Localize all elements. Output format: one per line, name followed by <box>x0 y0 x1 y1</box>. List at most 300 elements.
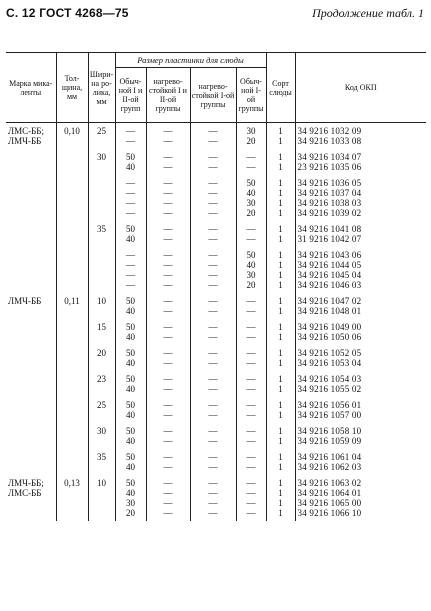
common-1-2-cell <box>115 175 146 221</box>
heat-1-2-cell-line: — <box>163 270 173 280</box>
okp-code-cell <box>295 319 426 345</box>
brand-cell-line <box>8 400 54 410</box>
heat-1-cell-line: — <box>208 280 218 290</box>
common-1-2-cell-line: — <box>126 280 135 290</box>
heat-1-cell-line: — <box>208 426 218 436</box>
grade-cell-line: 1 <box>278 358 283 368</box>
table-row <box>6 149 426 175</box>
roll-width-cell <box>88 371 115 397</box>
heat-1-cell-line: — <box>208 136 218 146</box>
thickness-cell-line <box>59 348 86 358</box>
brand-cell-line <box>8 426 54 436</box>
grade-cell-line: 1 <box>278 126 283 136</box>
table-row <box>6 123 426 150</box>
common-1-2-cell-line: 50 <box>126 152 135 162</box>
heat-1-cell-line: — <box>208 348 218 358</box>
common-1-cell-line: — <box>246 162 256 172</box>
roll-width-cell-line: 35 <box>97 224 106 234</box>
common-1-cell-line: 40 <box>246 188 256 198</box>
okp-code-cell-line: 34 9216 1038 03 <box>297 198 362 208</box>
roll-width-cell <box>88 319 115 345</box>
heat-1-cell-line: — <box>208 270 218 280</box>
okp-code-cell <box>295 449 426 475</box>
heat-1-cell-line: — <box>208 208 218 218</box>
heat-1-2-cell <box>146 221 190 247</box>
common-1-cell-line: — <box>246 306 256 316</box>
common-1-cell-line: — <box>246 296 256 306</box>
heat-1-2-cell <box>146 345 190 371</box>
heat-1-cell-line: — <box>208 296 218 306</box>
roll-width-cell <box>88 293 115 319</box>
common-1-2-cell <box>115 449 146 475</box>
thickness-cell <box>56 423 88 449</box>
table-row <box>6 247 426 293</box>
heat-1-2-cell-line: — <box>163 224 173 234</box>
heat-1-2-cell <box>146 423 190 449</box>
common-1-2-cell <box>115 247 146 293</box>
brand-cell <box>6 319 56 345</box>
okp-code-cell-line: 34 9216 1052 05 <box>297 348 362 358</box>
grade-cell <box>266 345 295 371</box>
roll-width-cell-line: 20 <box>97 348 106 358</box>
grade-cell-line: 1 <box>278 260 283 270</box>
heat-1-2-cell-line: — <box>163 306 173 316</box>
common-1-cell <box>236 293 266 319</box>
common-1-cell <box>236 397 266 423</box>
okp-code-cell-line: 34 9216 1048 01 <box>297 306 362 316</box>
roll-width-cell-line: 25 <box>97 400 106 410</box>
grade-cell-line: 1 <box>278 306 283 316</box>
heat-1-cell-line: — <box>208 126 218 136</box>
grade-cell-line: 1 <box>278 270 283 280</box>
brand-cell <box>6 247 56 293</box>
grade-cell-line: 1 <box>278 162 283 172</box>
thickness-cell-line <box>59 322 86 332</box>
common-1-cell-line: 20 <box>246 208 256 218</box>
heat-1-2-cell-line: — <box>163 332 173 342</box>
okp-code-cell-line: 34 9216 1055 02 <box>297 384 362 394</box>
grade-cell <box>266 475 295 521</box>
common-1-cell-line: 20 <box>246 136 256 146</box>
heat-1-2-cell-line: — <box>163 478 173 488</box>
grade-cell-line: 1 <box>278 348 283 358</box>
common-1-2-cell <box>115 123 146 150</box>
thickness-cell-line <box>59 224 86 234</box>
heat-1-cell <box>190 123 236 150</box>
page-number-and-standard: С. 12 ГОСТ 4268—75 <box>6 6 129 20</box>
page-header <box>6 6 426 24</box>
common-1-cell-line: — <box>246 436 256 446</box>
okp-code-cell-line: 34 9216 1043 06 <box>297 250 362 260</box>
common-1-cell-line: 30 <box>246 126 256 136</box>
okp-code-cell-line: 23 9216 1035 06 <box>297 162 362 172</box>
heat-1-2-cell-line: — <box>163 152 173 162</box>
thickness-cell <box>56 175 88 221</box>
common-1-2-cell-line: 40 <box>126 234 135 244</box>
brand-cell-line: ЛМЧ-ББ <box>8 296 42 306</box>
thickness-cell-line: 0,10 <box>64 126 80 136</box>
brand-cell <box>6 293 56 319</box>
okp-code-cell-line: 34 9216 1062 03 <box>297 462 362 472</box>
table-row <box>6 371 426 397</box>
column-header-common-1-2: Обыч-ной I и II-ой групп <box>115 68 146 123</box>
thickness-cell-line <box>59 152 86 162</box>
common-1-cell-line: 40 <box>246 260 256 270</box>
grade-cell-line: 1 <box>278 280 283 290</box>
heat-1-cell-line: — <box>208 452 218 462</box>
heat-1-cell <box>190 221 236 247</box>
roll-width-cell-line: 10 <box>97 478 106 488</box>
heat-1-cell-line: — <box>208 260 218 270</box>
heat-1-2-cell <box>146 175 190 221</box>
heat-1-2-cell-line: — <box>163 508 173 518</box>
common-1-cell-line: — <box>246 498 256 508</box>
heat-1-cell-line: — <box>208 400 218 410</box>
common-1-cell <box>236 149 266 175</box>
okp-code-cell-line: 34 9216 1037 04 <box>297 188 362 198</box>
heat-1-2-cell-line: — <box>163 250 173 260</box>
grade-cell-line: 1 <box>278 322 283 332</box>
thickness-cell-line <box>59 374 86 384</box>
heat-1-2-cell <box>146 397 190 423</box>
grade-cell-line: 1 <box>278 374 283 384</box>
heat-1-2-cell <box>146 149 190 175</box>
column-header-roll-width: Шири-на ро-лика, мм <box>88 53 115 123</box>
heat-1-cell-line: — <box>208 358 218 368</box>
spec-table <box>6 52 426 521</box>
thickness-cell-line: 0,11 <box>64 296 80 306</box>
common-1-2-cell <box>115 397 146 423</box>
thickness-cell <box>56 345 88 371</box>
common-1-2-cell-line: 50 <box>126 478 135 488</box>
heat-1-cell-line: — <box>208 384 218 394</box>
brand-cell <box>6 371 56 397</box>
heat-1-2-cell-line: — <box>163 260 173 270</box>
heat-1-2-cell-line: — <box>163 322 173 332</box>
brand-cell <box>6 221 56 247</box>
heat-1-cell-line: — <box>208 234 218 244</box>
heat-1-2-cell-line: — <box>163 280 173 290</box>
brand-cell-line <box>8 178 54 188</box>
brand-cell-line: ЛМС-ББ <box>8 488 42 498</box>
brand-cell <box>6 397 56 423</box>
heat-1-2-cell-line: — <box>163 384 173 394</box>
grade-cell <box>266 247 295 293</box>
common-1-cell <box>236 123 266 150</box>
heat-1-cell-line: — <box>208 198 218 208</box>
common-1-2-cell-line: — <box>126 198 135 208</box>
okp-code-cell-line: 34 9216 1045 04 <box>297 270 362 280</box>
okp-code-cell-line: 34 9216 1033 08 <box>297 136 362 146</box>
okp-code-cell-line: 31 9216 1042 07 <box>297 234 362 244</box>
column-header-common-1: Обыч-ной I-ой группы <box>236 68 266 123</box>
heat-1-2-cell-line: — <box>163 400 173 410</box>
grade-cell <box>266 449 295 475</box>
heat-1-cell <box>190 345 236 371</box>
okp-code-cell <box>295 221 426 247</box>
thickness-cell <box>56 371 88 397</box>
common-1-cell <box>236 247 266 293</box>
grade-cell-line: 1 <box>278 462 283 472</box>
okp-code-cell <box>295 397 426 423</box>
table-row <box>6 293 426 319</box>
okp-code-cell-line: 34 9216 1061 04 <box>297 452 362 462</box>
grade-cell <box>266 221 295 247</box>
common-1-2-cell <box>115 423 146 449</box>
okp-code-cell-line: 34 9216 1064 01 <box>297 488 362 498</box>
column-header-grade: Сорт слюды <box>266 53 295 123</box>
okp-code-cell <box>295 149 426 175</box>
heat-1-2-cell-line: — <box>163 436 173 446</box>
roll-width-cell-line <box>91 250 113 260</box>
heat-1-cell-line: — <box>208 488 218 498</box>
heat-1-cell <box>190 423 236 449</box>
thickness-cell-line: 0,13 <box>64 478 80 488</box>
heat-1-cell-line: — <box>208 152 218 162</box>
roll-width-cell <box>88 475 115 521</box>
common-1-cell-line: — <box>246 452 256 462</box>
common-1-2-cell <box>115 293 146 319</box>
heat-1-2-cell-line: — <box>163 358 173 368</box>
okp-code-cell <box>295 293 426 319</box>
common-1-2-cell-line: 40 <box>126 306 135 316</box>
thickness-cell-line <box>59 400 86 410</box>
grade-cell-line: 1 <box>278 178 283 188</box>
heat-1-2-cell <box>146 475 190 521</box>
table-row <box>6 221 426 247</box>
heat-1-2-cell-line: — <box>163 488 173 498</box>
brand-cell-line <box>8 322 54 332</box>
okp-code-cell-line: 34 9216 1032 09 <box>297 126 362 136</box>
common-1-2-cell-line: 40 <box>126 358 135 368</box>
common-1-2-cell-line: 40 <box>126 162 135 172</box>
common-1-2-cell-line: — <box>126 208 135 218</box>
common-1-2-cell-line: 40 <box>126 488 135 498</box>
heat-1-2-cell <box>146 293 190 319</box>
heat-1-cell <box>190 175 236 221</box>
roll-width-cell <box>88 175 115 221</box>
heat-1-cell-line: — <box>208 178 218 188</box>
common-1-cell <box>236 221 266 247</box>
common-1-2-cell-line: 50 <box>126 348 135 358</box>
heat-1-2-cell-line: — <box>163 162 173 172</box>
heat-1-cell-line: — <box>208 436 218 446</box>
common-1-2-cell-line: 40 <box>126 332 135 342</box>
heat-1-2-cell-line: — <box>163 178 173 188</box>
common-1-2-cell-line: 50 <box>126 400 135 410</box>
roll-width-cell <box>88 449 115 475</box>
thickness-cell <box>56 475 88 521</box>
common-1-2-cell-line: 50 <box>126 452 135 462</box>
thickness-cell <box>56 123 88 150</box>
roll-width-cell <box>88 397 115 423</box>
column-header-heat-1-2: нагрево-стойкой I и II-ой группы <box>146 68 190 123</box>
heat-1-cell-line: — <box>208 322 218 332</box>
okp-code-cell-line: 34 9216 1063 02 <box>297 478 362 488</box>
heat-1-2-cell <box>146 319 190 345</box>
common-1-2-cell-line: 40 <box>126 410 135 420</box>
roll-width-cell-line: 23 <box>97 374 106 384</box>
common-1-cell <box>236 371 266 397</box>
common-1-cell-line: — <box>246 224 256 234</box>
common-1-2-cell <box>115 371 146 397</box>
roll-width-cell-line: 30 <box>97 426 106 436</box>
grade-cell <box>266 175 295 221</box>
common-1-2-cell <box>115 221 146 247</box>
thickness-cell <box>56 247 88 293</box>
okp-code-cell-line: 34 9216 1065 00 <box>297 498 362 508</box>
roll-width-cell <box>88 149 115 175</box>
common-1-cell <box>236 475 266 521</box>
okp-code-cell-line: 34 9216 1047 02 <box>297 296 362 306</box>
common-1-2-cell <box>115 345 146 371</box>
common-1-cell-line: — <box>246 348 256 358</box>
okp-code-cell-line: 34 9216 1049 00 <box>297 322 362 332</box>
table-row <box>6 475 426 521</box>
heat-1-2-cell <box>146 371 190 397</box>
heat-1-2-cell-line: — <box>163 462 173 472</box>
brand-cell <box>6 449 56 475</box>
roll-width-cell-line: 10 <box>97 296 106 306</box>
heat-1-cell-line: — <box>208 478 218 488</box>
heat-1-cell <box>190 319 236 345</box>
grade-cell <box>266 319 295 345</box>
common-1-2-cell <box>115 319 146 345</box>
thickness-cell-line <box>59 250 86 260</box>
grade-cell-line: 1 <box>278 224 283 234</box>
okp-code-cell-line: 34 9216 1066 10 <box>297 508 362 518</box>
roll-width-cell <box>88 247 115 293</box>
okp-code-cell-line: 34 9216 1054 03 <box>297 374 362 384</box>
brand-cell <box>6 475 56 521</box>
okp-code-cell <box>295 423 426 449</box>
okp-code-cell <box>295 123 426 150</box>
common-1-cell <box>236 175 266 221</box>
brand-cell-line <box>8 452 54 462</box>
roll-width-cell <box>88 123 115 150</box>
common-1-cell-line: 50 <box>246 178 256 188</box>
common-1-cell-line: — <box>246 488 256 498</box>
brand-cell <box>6 123 56 150</box>
heat-1-2-cell-line: — <box>163 188 173 198</box>
roll-width-cell-line: 15 <box>97 322 106 332</box>
table-row <box>6 175 426 221</box>
brand-cell-line <box>8 152 54 162</box>
thickness-cell-line <box>59 426 86 436</box>
heat-1-cell <box>190 293 236 319</box>
common-1-cell-line: — <box>246 462 256 472</box>
grade-cell-line: 1 <box>278 296 283 306</box>
common-1-2-cell-line: 40 <box>126 462 135 472</box>
column-header-okp: Код ОКП <box>295 53 426 123</box>
grade-cell-line: 1 <box>278 198 283 208</box>
roll-width-cell <box>88 345 115 371</box>
common-1-2-cell <box>115 149 146 175</box>
column-header-brand: Марка мика-ленты <box>6 53 56 123</box>
heat-1-2-cell-line: — <box>163 198 173 208</box>
grade-cell <box>266 293 295 319</box>
roll-width-cell <box>88 221 115 247</box>
grade-cell <box>266 371 295 397</box>
heat-1-2-cell-line: — <box>163 208 173 218</box>
okp-code-cell-line: 34 9216 1041 08 <box>297 224 362 234</box>
common-1-cell-line: 30 <box>246 270 256 280</box>
okp-code-cell-line: 34 9216 1046 03 <box>297 280 362 290</box>
table-header <box>6 53 426 123</box>
grade-cell <box>266 123 295 150</box>
common-1-2-cell-line: — <box>126 126 135 136</box>
grade-cell-line: 1 <box>278 426 283 436</box>
common-1-2-cell-line: — <box>126 178 135 188</box>
column-header-heat-1: нагрево-стойкой I-ой группы <box>190 68 236 123</box>
common-1-2-cell <box>115 475 146 521</box>
heat-1-cell-line: — <box>208 188 218 198</box>
brand-cell <box>6 175 56 221</box>
heat-1-cell <box>190 449 236 475</box>
heat-1-cell-line: — <box>208 498 218 508</box>
okp-code-cell <box>295 475 426 521</box>
common-1-cell-line: 20 <box>246 280 256 290</box>
table-row <box>6 345 426 371</box>
common-1-cell-line: — <box>246 384 256 394</box>
common-1-2-cell-line: 50 <box>126 322 135 332</box>
okp-code-cell-line: 34 9216 1059 09 <box>297 436 362 446</box>
heat-1-cell-line: — <box>208 162 218 172</box>
heat-1-2-cell-line: — <box>163 136 173 146</box>
heat-1-2-cell-line: — <box>163 374 173 384</box>
okp-code-cell <box>295 345 426 371</box>
heat-1-2-cell <box>146 449 190 475</box>
common-1-2-cell-line: 50 <box>126 224 135 234</box>
heat-1-2-cell-line: — <box>163 126 173 136</box>
common-1-cell-line: — <box>246 426 256 436</box>
common-1-cell-line: — <box>246 234 256 244</box>
brand-cell <box>6 149 56 175</box>
heat-1-cell <box>190 149 236 175</box>
okp-code-cell-line: 34 9216 1057 00 <box>297 410 362 420</box>
okp-code-cell-line: 34 9216 1034 07 <box>297 152 362 162</box>
heat-1-2-cell-line: — <box>163 498 173 508</box>
thickness-cell-line <box>59 178 86 188</box>
thickness-cell <box>56 397 88 423</box>
common-1-cell <box>236 423 266 449</box>
common-1-cell-line: — <box>246 332 256 342</box>
heat-1-2-cell <box>146 247 190 293</box>
common-1-cell-line: — <box>246 374 256 384</box>
okp-code-cell <box>295 247 426 293</box>
heat-1-cell <box>190 475 236 521</box>
common-1-cell-line: 30 <box>246 198 256 208</box>
grade-cell-line: 1 <box>278 250 283 260</box>
heat-1-2-cell <box>146 123 190 150</box>
common-1-cell-line: — <box>246 358 256 368</box>
grade-cell-line: 1 <box>278 478 283 488</box>
common-1-2-cell-line: 50 <box>126 426 135 436</box>
grade-cell-line: 1 <box>278 188 283 198</box>
roll-width-cell-line: 35 <box>97 452 106 462</box>
heat-1-2-cell-line: — <box>163 410 173 420</box>
table-row <box>6 319 426 345</box>
okp-code-cell-line: 34 9216 1058 10 <box>297 426 362 436</box>
common-1-cell-line: — <box>246 400 256 410</box>
column-group-plate-size: Размер пластинки для слюды <box>115 53 266 68</box>
brand-cell-line <box>8 224 54 234</box>
brand-cell-line: ЛМЧ-ББ <box>8 136 42 146</box>
brand-cell-line: ЛМЧ-ББ; <box>8 478 44 488</box>
heat-1-2-cell-line: — <box>163 426 173 436</box>
brand-cell <box>6 423 56 449</box>
column-header-thickness: Тол-щина, мм <box>56 53 88 123</box>
